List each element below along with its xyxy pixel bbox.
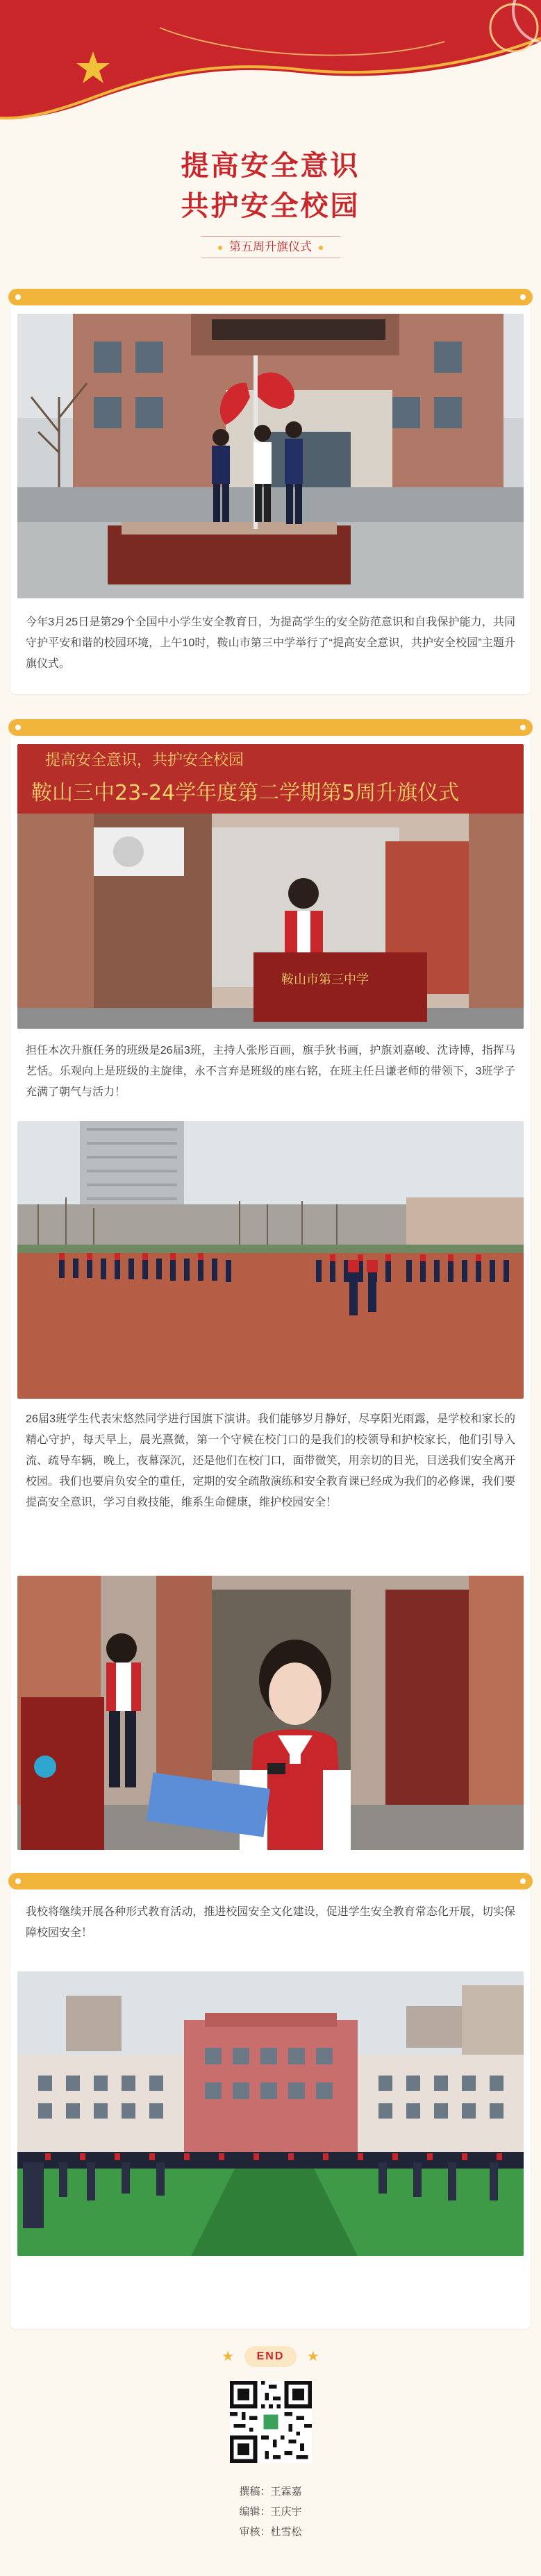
end-marker [0,2346,541,2367]
star-icon [75,50,111,86]
card-divider-bar [8,1873,533,1889]
card-section-1 [10,298,531,694]
card-header-bar [8,719,533,736]
page-title [0,146,541,226]
subtitle-block [0,236,541,258]
card-header-bar [8,289,533,305]
star-icon: ★ [306,2349,319,2365]
section-2-paragraph-2: 26届3班学生代表宋悠然同学进行国旗下演讲。我们能够岁月静好，尽享阳光雨露，是学校和家长的精心守护，每天早上，晨光熹微，第一个守候在校门口的是我们的校领导和护校家长，他们引导入流、疏导车辆，晚上，夜幕深沉，还是他们在校门口，面带微笑，用亲切的目光，目送我们安全离开校园。我们也要肩负安全的重任，定期的安全疏散演练和安全教育课已经成为我们的必修课，我们要提高安全意识，学习自救技能，维系生命健康，维护校园安全！ [26,1413,515,1508]
section-3-paragraph: 我校将继续开展各种形式教育活动，推进校园安全文化建设，促进学生安全教育常态化开展，切实保障校园安全！ [26,1906,515,1939]
credit-writer: 撰稿：王霖嘉 [239,2486,302,2498]
end-label: END [244,2346,297,2367]
photo-flag-raising [17,314,524,598]
subtitle: 第五周升旗仪式 [203,237,338,258]
card-section-2 [10,729,531,2329]
podium-text: 鞍山市第三中学 [281,973,369,987]
credits-block [0,2482,541,2542]
section-2-paragraph-1: 担任本次升旗任务的班级是26届3班，主持人张彤百画，旗手狄书画，护旗刘嘉峻、沈诗博，指挥马艺恬。乐观向上是班级的主旋律，永不言弃是班级的座右铭，在班主任吕谦老师的带领下，3班学子充满了朝气与活力！ [26,1045,515,1098]
section-1-paragraph: 今年3月25日是第29个全国中小学生安全教育日，为提高学生的安全防范意识和自我保护能力，共同守护平安和谐的校园环境，上午10时，鞍山市第三中学举行了“提高安全意识，共护安全校园”主题升旗仪式。 [26,616,515,670]
photo-host-at-podium [17,744,524,1029]
qr-code [230,2381,312,2463]
credit-reviewer: 审核：杜雪松 [239,2526,302,2538]
photo-school-assembly [17,1971,524,2256]
banner-text-sub: 提高安全意识，共护安全校园 [45,752,244,769]
banner-text-top: 鞍山三中23-24学年度第二学期第5周升旗仪式 [31,781,460,805]
star-icon: ★ [222,2349,235,2365]
credit-editor: 编辑：王庆宇 [239,2506,302,2518]
photo-parade-field [17,1121,524,1399]
title-line-2: 共护安全校园 [181,190,360,222]
title-line-1: 提高安全意识 [181,150,360,182]
photo-student-speech [17,1576,524,1850]
